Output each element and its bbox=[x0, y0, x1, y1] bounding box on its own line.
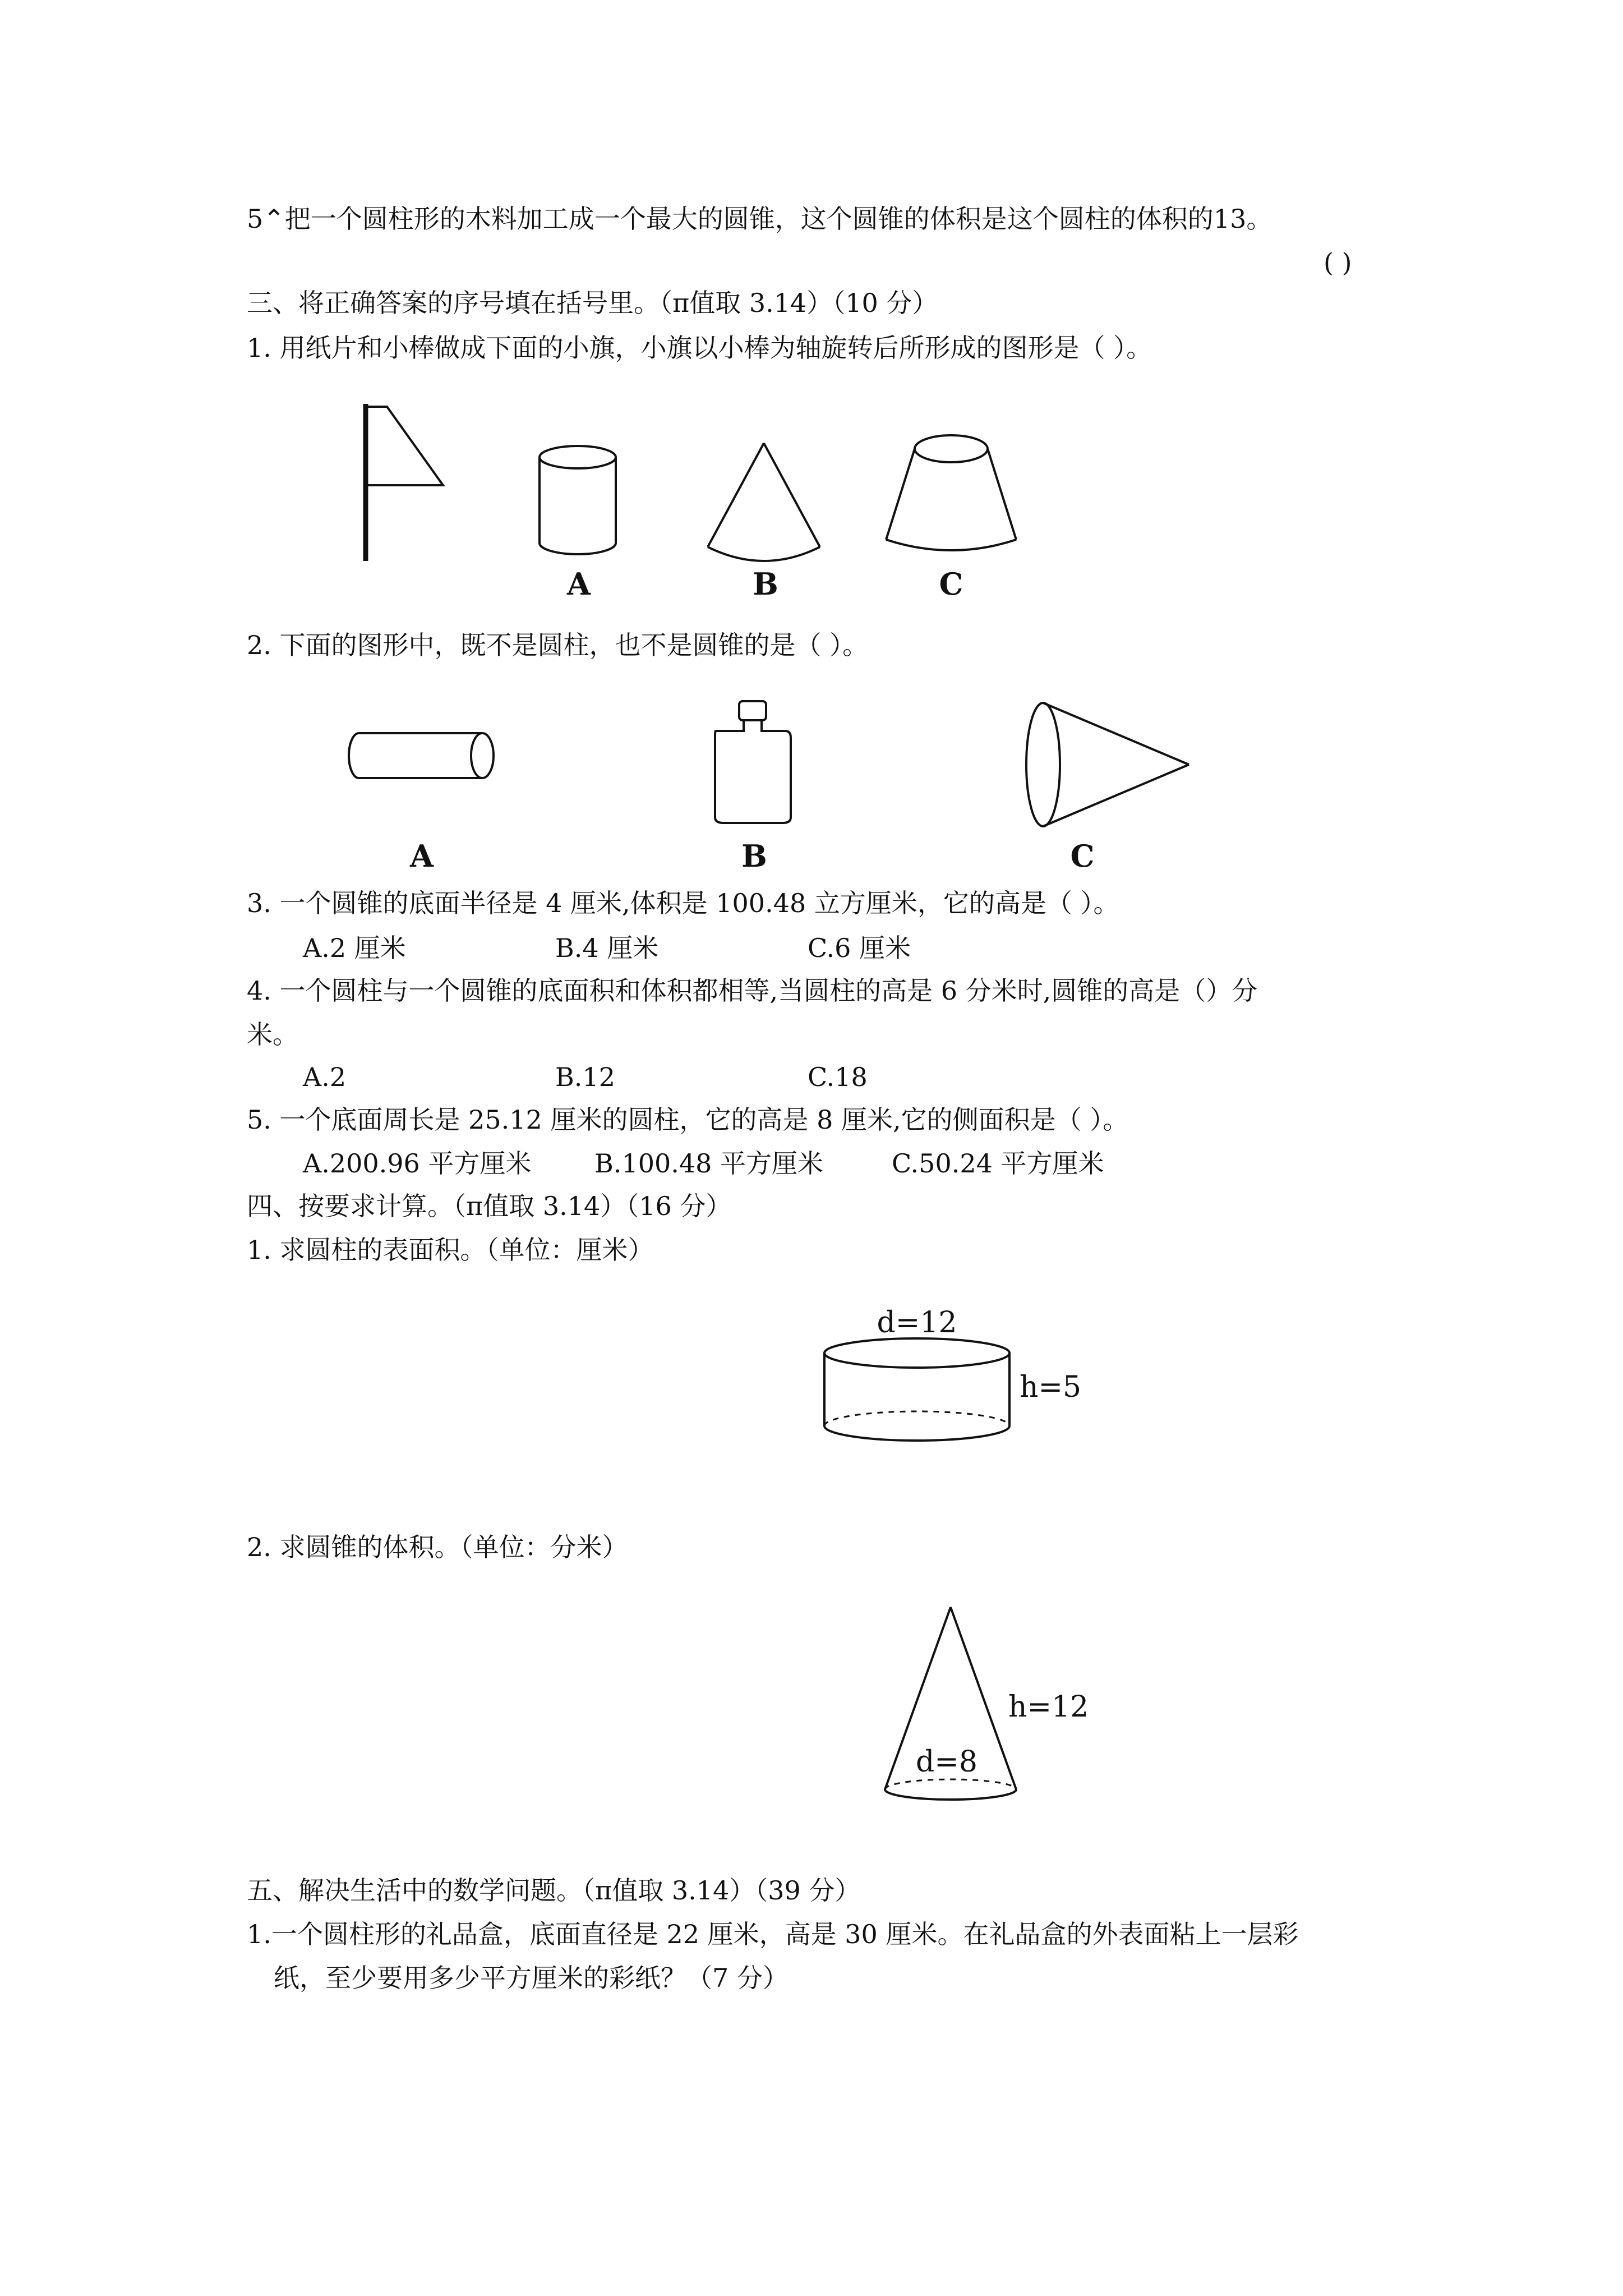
height-label: h=12 bbox=[1008, 1690, 1089, 1724]
bottle-figure bbox=[715, 701, 791, 823]
cone-dimension-figure bbox=[864, 1593, 1144, 1818]
s3-question-4: 4. 一个圆柱与一个圆锥的底面积和体积都相等,当圆柱的高是 6 分米时,圆锥的高是（）分 bbox=[247, 976, 1258, 1006]
figure-label-b: B bbox=[741, 838, 767, 872]
lying-cone-figure bbox=[1026, 703, 1189, 826]
shape-figures bbox=[336, 687, 1206, 872]
figure-label-b: B bbox=[753, 566, 778, 602]
diameter-label: d=12 bbox=[877, 1306, 957, 1340]
option-c: C.6 厘米 bbox=[808, 933, 911, 963]
s4-question-1: 1. 求圆柱的表面积。（单位：厘米） bbox=[247, 1235, 654, 1265]
option-a: A.2 bbox=[303, 1062, 347, 1092]
section-4-title: 四、按要求计算。（π值取 3.14）（16 分） bbox=[247, 1191, 732, 1221]
flag-figure bbox=[366, 404, 443, 561]
answer-paren: ( ) bbox=[1324, 247, 1352, 278]
flag-figures bbox=[336, 393, 1066, 606]
s3-question-5: 5. 一个底面周长是 25.12 厘米的圆柱，它的高是 8 厘米,它的侧面积是（ ）。 bbox=[247, 1105, 1129, 1135]
option-a: A.200.96 平方厘米 bbox=[303, 1148, 532, 1179]
s5-question-1: 1.一个圆柱形的礼品盒，底面直径是 22 厘米，高是 30 厘米。在礼品盒的外表面粘上一层彩 bbox=[247, 1919, 1299, 1949]
figure-label-a: A bbox=[410, 838, 434, 872]
section-3-title: 三、将正确答案的序号填在括号里。（π值取 3.14）（10 分） bbox=[247, 288, 938, 318]
option-c: C.50.24 平方厘米 bbox=[892, 1148, 1104, 1179]
s3-question-1: 1. 用纸片和小棒做成下面的小旗，小旗以小棒为轴旋转后所形成的图形是（ ）。 bbox=[247, 333, 1152, 363]
s4-question-2: 2. 求圆锥的体积。（单位：分米） bbox=[247, 1532, 628, 1562]
height-label: h=5 bbox=[1020, 1370, 1082, 1404]
option-b: B.4 厘米 bbox=[555, 933, 659, 963]
figure-label-c: C bbox=[1070, 838, 1095, 872]
cylinder-figure bbox=[540, 446, 616, 554]
option-b: B.12 bbox=[555, 1062, 615, 1092]
figure-label-c: C bbox=[939, 566, 963, 602]
s3-question-3: 3. 一个圆锥的底面半径是 4 厘米,体积是 100.48 立方厘米，它的高是（ ）。 bbox=[247, 888, 1119, 918]
judge-item-5: 5⌃把一个圆柱形的木料加工成一个最大的圆锥，这个圆锥的体积是这个圆柱的体积的13。 bbox=[247, 204, 1272, 234]
frustum-figure bbox=[886, 435, 1016, 550]
cone-figure bbox=[708, 443, 820, 561]
s5-question-1-cont: 纸，至少要用多少平方厘米的彩纸？（7 分） bbox=[274, 1963, 789, 1993]
figure-label-a: A bbox=[567, 566, 591, 602]
cylinder-dimension-figure bbox=[808, 1301, 1099, 1453]
s3-question-4-cont: 米。 bbox=[247, 1019, 298, 1050]
option-b: B.100.48 平方厘米 bbox=[594, 1148, 824, 1179]
section-5-title: 五、解决生活中的数学问题。（π值取 3.14）（39 分） bbox=[247, 1875, 861, 1906]
option-c: C.18 bbox=[808, 1062, 868, 1092]
s3-question-2: 2. 下面的图形中，既不是圆柱，也不是圆锥的是（ ）。 bbox=[247, 630, 869, 660]
option-a: A.2 厘米 bbox=[303, 933, 406, 963]
horizontal-cylinder-figure bbox=[349, 733, 494, 778]
diameter-label: d=8 bbox=[916, 1745, 978, 1779]
